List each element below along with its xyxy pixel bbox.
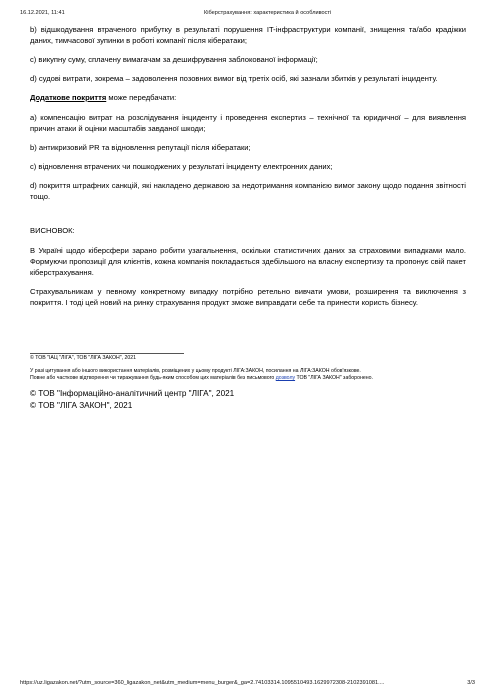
page-url: https://uz.ligazakon.net/?utm_source=360_ligazakon_net&utm_medium=menu_burger&_ga=2.74103314.1095510493.1629972308-2102391081.... [20,680,385,686]
list-item: d) судові витрати, зокрема – задоволення позовних вимог від третіх осіб, які зазнали збитків у результаті інциденту. [30,74,438,83]
additional-coverage-bold: Додаткове покриття [30,93,107,102]
print-datetime: 16.12.2021, 11:41 [20,10,65,16]
legal-notice-text: ТОВ "ЛІГА ЗАКОН" заборонено. [295,375,373,381]
additional-coverage-rest: може передбачати: [106,93,177,102]
conclusion-title: ВИСНОВОК: [30,226,75,235]
permission-link[interactable]: дозволу [275,375,296,381]
footnote-copyright: © ТОВ "ІАЦ "ЛІГА", ТОВ "ЛІГА ЗАКОН", 2021 [30,355,137,361]
page-number: 3/3 [467,680,475,686]
legal-notice-text: Повне або часткове відтворення чи тиражування будь-яким способом цих матеріалів без письмового [30,375,276,381]
legal-notice-line [30,375,470,382]
footnote-block [30,355,470,412]
list-item: c) відновлення втрачених чи пошкоджених у результаті інциденту електронних даних; [30,162,333,171]
additional-coverage-heading [30,92,466,103]
document-body [30,24,466,308]
list-item: b) антикризовий PR та відновлення репутації після кібератаки; [30,143,251,152]
footnote-divider [30,353,184,354]
list-item: a) компенсацію витрат на розслідування інциденту і проведення експертиз – технічної та юридичної – для виявлення причин атаки й оцінки масштабів завданої шкоди; [30,113,466,133]
copyright-line: © ТОВ "ЛІГА ЗАКОН", 2021 [30,401,133,410]
conclusion-paragraph: В Україні щодо кіберсфери зарано робити узагальнення, оскільки статистичних даних за страховими випадками мало. Формуючи пропозиції для клієнтів, кожна компанія покладається здебільшого на власну експертизу та пропонує свій пакет кіберстрахування. [30,246,466,277]
list-item: b) відшкодування втраченого прибутку в результаті порушення IT-інфраструктури компанії, знищення та/або крадіжки даних, тимчасової зупинки в роботі компанії після кібератаки; [30,25,466,45]
document-title: Кіберстрахування: характеристика й особливості [204,10,332,16]
legal-notice-line: У разі цитування або іншого використання матеріалів, розміщених у цьому продукті ЛІГА:ЗАКОН, посилання на ЛІГА:ЗАКОН обов'язкове. [30,368,361,374]
conclusion-paragraph: Страхувальникам у певному конкретному випадку потрібно ретельно вивчати умови, розширення та виключення з покриття. І тоді цей новий на ринку страхування продукт зможе виправдати себе та принести користь бізнесу. [30,287,466,307]
list-item: c) викупну суму, сплачену вимагачам за дешифрування заблокованої інформації; [30,55,318,64]
copyright-line: © ТОВ "Інформаційно-аналітичний центр "ЛІГА", 2021 [30,389,235,398]
list-item: d) покриття штрафних санкцій, які накладено державою за недотримання компанією вимог закону щодо подання звітності тощо. [30,181,466,201]
